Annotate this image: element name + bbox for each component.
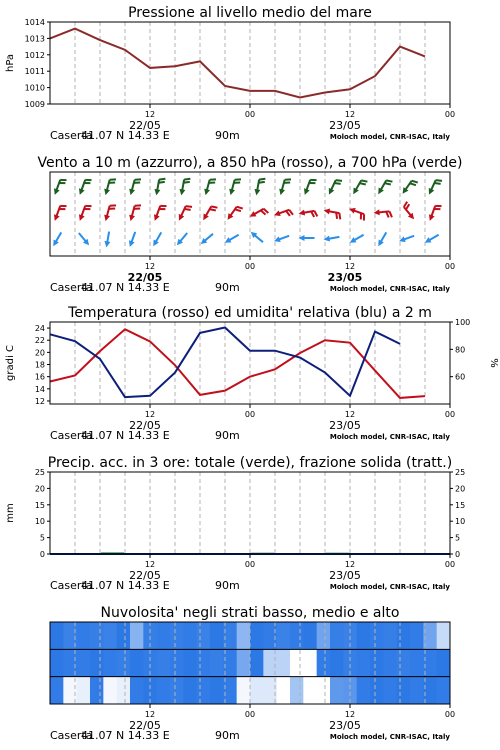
y-tick-label: 14 bbox=[34, 384, 45, 394]
y-right-tick-label: 20 bbox=[455, 484, 466, 494]
wind-arrow bbox=[225, 235, 239, 243]
footer-model: Moloch model, CNR-ISAC, Italy bbox=[329, 433, 450, 441]
cloud-cell bbox=[357, 677, 371, 705]
wind-barb bbox=[304, 180, 317, 195]
cloud-cell bbox=[50, 649, 64, 677]
cloud-cell bbox=[410, 649, 424, 677]
wind-barb bbox=[329, 180, 342, 195]
x-tick-label: 12 bbox=[344, 410, 356, 419]
footer-location: Caserta bbox=[50, 729, 93, 742]
wind-barb bbox=[54, 206, 67, 221]
barb-feather bbox=[334, 183, 340, 184]
barb-feather bbox=[336, 180, 342, 181]
y-tick-label: 15 bbox=[34, 500, 45, 510]
wind-barb bbox=[250, 209, 269, 217]
barb-feather bbox=[410, 183, 416, 185]
arrow-head bbox=[279, 189, 285, 196]
wind-barb bbox=[228, 207, 243, 220]
cloud-cell bbox=[157, 677, 171, 705]
cloud-cell bbox=[397, 649, 411, 677]
y-tick-label: 1009 bbox=[24, 100, 45, 109]
barb-feather bbox=[235, 209, 241, 211]
cloud-cell bbox=[237, 649, 251, 677]
panel-title: Pressione al livello medio del mare bbox=[128, 5, 372, 21]
date-label: 23/05 bbox=[329, 419, 361, 432]
cloud-cell bbox=[183, 677, 197, 705]
footer-altitude: 90m bbox=[215, 429, 240, 442]
cloud-cell bbox=[383, 677, 397, 705]
wind-barb bbox=[154, 179, 165, 196]
footer-altitude: 90m bbox=[215, 129, 240, 142]
y-right-tick-label: 5 bbox=[455, 533, 461, 543]
wind-arrow bbox=[425, 235, 439, 243]
cloud-cell bbox=[277, 677, 291, 705]
cloud-cell bbox=[277, 622, 291, 650]
cloud-cell bbox=[317, 677, 331, 705]
barb-feather bbox=[237, 207, 243, 209]
y-tick-label: 25 bbox=[34, 468, 45, 477]
wind-barb bbox=[179, 206, 192, 221]
footer-model: Moloch model, CNR-ISAC, Italy bbox=[329, 133, 450, 141]
wind-arrow bbox=[324, 236, 340, 242]
barb-feather bbox=[186, 206, 192, 207]
x-tick-label: 12 bbox=[144, 410, 156, 419]
y-right-tick-label: 80 bbox=[455, 345, 466, 355]
cloud-cell bbox=[77, 649, 91, 677]
wind-arrow bbox=[201, 234, 213, 244]
barb-feather bbox=[159, 182, 165, 183]
x-tick-label: 00 bbox=[244, 110, 256, 119]
cloud-cell bbox=[157, 649, 171, 677]
cloud-cell bbox=[330, 677, 344, 705]
wind-barb bbox=[154, 206, 167, 221]
barb-feather bbox=[404, 202, 407, 207]
cloud-cell bbox=[170, 649, 184, 677]
wind-barb bbox=[54, 180, 67, 195]
cloud-cell bbox=[370, 677, 384, 705]
cloud-cell bbox=[130, 677, 144, 705]
footer-coords: 41.07 N 14.33 E bbox=[81, 281, 170, 294]
date-label: 23/05 bbox=[329, 719, 361, 732]
wind-barb bbox=[79, 180, 92, 195]
cloud-cell bbox=[250, 622, 264, 650]
panel-2 bbox=[5, 305, 499, 442]
cloud-cell bbox=[290, 622, 304, 650]
panel-0 bbox=[5, 5, 455, 142]
footer-location: Caserta bbox=[50, 429, 93, 442]
wind-arrow bbox=[350, 235, 364, 243]
wind-barb bbox=[353, 180, 367, 194]
wind-barb bbox=[129, 179, 141, 195]
wind-arrow bbox=[104, 232, 110, 248]
y-tick-label: 16 bbox=[34, 372, 45, 382]
panel-1 bbox=[37, 155, 462, 294]
cloud-cell bbox=[210, 649, 224, 677]
cloud-cell bbox=[357, 649, 371, 677]
wind-barb bbox=[274, 210, 293, 216]
y-tick-label: 1013 bbox=[24, 34, 45, 44]
date-label: 22/05 bbox=[129, 119, 161, 132]
plot-frame bbox=[50, 322, 450, 404]
y-tick-label: 24 bbox=[34, 324, 45, 334]
x-tick-label: 12 bbox=[344, 262, 356, 271]
cloud-cell bbox=[77, 677, 91, 705]
y-right-tick-label: 15 bbox=[455, 500, 466, 510]
y-axis-label: mm bbox=[5, 503, 16, 523]
y-tick-label: 1012 bbox=[24, 50, 45, 60]
barb-feather bbox=[336, 213, 337, 219]
panel-title: Nuvolosita' negli strati basso, medio e alto bbox=[100, 605, 400, 621]
x-tick-label: 12 bbox=[344, 560, 356, 569]
date-label: 22/05 bbox=[129, 719, 161, 732]
arrow-head bbox=[104, 189, 110, 196]
y-tick-label: 1010 bbox=[24, 83, 45, 93]
x-tick-label: 00 bbox=[244, 262, 256, 271]
cloud-cell bbox=[370, 649, 384, 677]
cloud-cell bbox=[303, 622, 317, 650]
wind-barb bbox=[129, 205, 141, 221]
y-tick-label: 10 bbox=[34, 517, 45, 527]
y-tick-label: 0 bbox=[39, 550, 45, 559]
footer-model: Moloch model, CNR-ISAC, Italy bbox=[329, 285, 450, 293]
x-tick-label: 00 bbox=[244, 560, 256, 569]
cloud-cell bbox=[210, 622, 224, 650]
arrow-head bbox=[129, 215, 135, 222]
cloud-cell bbox=[370, 622, 384, 650]
cloud-cell bbox=[357, 622, 371, 650]
wind-barb bbox=[104, 205, 116, 221]
x-tick-label: 12 bbox=[144, 560, 156, 569]
cloud-cell bbox=[410, 622, 424, 650]
wind-barb bbox=[404, 202, 414, 220]
cloud-cell bbox=[277, 649, 291, 677]
cloud-cell bbox=[383, 649, 397, 677]
barb-feather bbox=[406, 204, 409, 209]
x-tick-label: 00 bbox=[444, 560, 456, 569]
arrow-head bbox=[374, 209, 380, 215]
x-tick-label: 12 bbox=[344, 110, 356, 119]
y-tick-label: 1011 bbox=[24, 67, 45, 77]
wind-barb bbox=[374, 209, 392, 217]
cloud-cell bbox=[50, 622, 64, 650]
y-right-tick-label: 10 bbox=[455, 517, 466, 527]
cloud-cell bbox=[197, 649, 211, 677]
barb-feather bbox=[389, 211, 391, 217]
date-label: 23/05 bbox=[329, 569, 361, 582]
footer-location: Caserta bbox=[50, 129, 93, 142]
cloud-cell bbox=[103, 677, 117, 705]
x-tick-label: 00 bbox=[244, 710, 256, 719]
barb-feather bbox=[386, 180, 392, 181]
panel-3 bbox=[5, 455, 465, 592]
cloud-cell bbox=[437, 649, 451, 677]
cloud-cell bbox=[117, 649, 131, 677]
cloud-cell bbox=[90, 622, 104, 650]
cloud-cell bbox=[397, 622, 411, 650]
x-tick-label: 12 bbox=[144, 262, 156, 271]
wind-barb bbox=[229, 179, 241, 195]
cloud-cell bbox=[103, 622, 117, 650]
wind-arrow bbox=[153, 232, 161, 246]
x-tick-label: 00 bbox=[444, 410, 456, 419]
y-right-tick-label: 25 bbox=[455, 468, 466, 477]
date-label: 22/05 bbox=[129, 569, 161, 582]
wind-arrow bbox=[274, 236, 289, 242]
barb-feather bbox=[360, 183, 366, 184]
footer-coords: 41.07 N 14.33 E bbox=[81, 429, 170, 442]
cloud-cell bbox=[410, 677, 424, 705]
cloud-cell bbox=[317, 649, 331, 677]
barb-feather bbox=[434, 183, 440, 184]
cloud-cell bbox=[103, 649, 117, 677]
x-tick-label: 12 bbox=[344, 710, 356, 719]
cloud-cell bbox=[250, 649, 264, 677]
footer-location: Caserta bbox=[50, 281, 93, 294]
panel-title: Temperatura (rosso) ed umidita' relativa (blu) a 2 m bbox=[68, 305, 432, 321]
barb-feather bbox=[210, 209, 216, 210]
arrow-head bbox=[229, 189, 235, 196]
barb-feather bbox=[311, 211, 314, 217]
wind-arrow bbox=[399, 236, 414, 242]
y-right-tick-label: 100 bbox=[455, 318, 471, 327]
y-tick-label: 20 bbox=[34, 484, 45, 494]
wind-arrow bbox=[129, 232, 135, 247]
cloud-cell bbox=[303, 677, 317, 705]
date-label: 22/05 bbox=[127, 271, 163, 284]
wind-arrow bbox=[251, 232, 263, 242]
cloud-cell bbox=[383, 622, 397, 650]
barb-feather bbox=[184, 182, 190, 183]
cloud-cell bbox=[237, 622, 251, 650]
barb-feather bbox=[339, 213, 340, 219]
y-axis-label: gradi C bbox=[5, 345, 16, 381]
wind-barb bbox=[403, 181, 418, 194]
cloud-cell bbox=[117, 622, 131, 650]
footer-coords: 41.07 N 14.33 E bbox=[81, 129, 170, 142]
cloud-cell bbox=[330, 622, 344, 650]
cloud-cell bbox=[50, 677, 64, 705]
cloud-cell bbox=[90, 677, 104, 705]
arrow-head bbox=[104, 241, 110, 247]
footer-altitude: 90m bbox=[215, 579, 240, 592]
series-line bbox=[50, 29, 425, 98]
cloud-cell bbox=[290, 677, 304, 705]
cloud-cell bbox=[290, 649, 304, 677]
date-label: 23/05 bbox=[329, 119, 361, 132]
wind-arrow bbox=[378, 232, 386, 246]
x-tick-label: 00 bbox=[444, 110, 456, 119]
arrow-head bbox=[129, 189, 135, 196]
wind-arrow bbox=[53, 232, 61, 246]
barb-feather bbox=[184, 179, 190, 180]
x-tick-label: 00 bbox=[444, 710, 456, 719]
date-label: 23/05 bbox=[327, 271, 363, 284]
wind-barb bbox=[203, 206, 217, 220]
y-tick-label: 5 bbox=[39, 533, 45, 543]
date-label: 22/05 bbox=[129, 419, 161, 432]
cloud-cell bbox=[183, 649, 197, 677]
cloud-cell bbox=[130, 622, 144, 650]
footer-altitude: 90m bbox=[215, 281, 240, 294]
x-tick-label: 00 bbox=[444, 262, 456, 271]
cloud-cell bbox=[183, 622, 197, 650]
x-tick-label: 12 bbox=[144, 110, 156, 119]
y-axis-label: hPa bbox=[5, 53, 16, 73]
footer-coords: 41.07 N 14.33 E bbox=[81, 579, 170, 592]
arrow-head bbox=[204, 189, 210, 196]
barb-feather bbox=[385, 183, 391, 184]
barb-feather bbox=[211, 206, 217, 207]
wind-barb bbox=[429, 206, 442, 221]
cloud-cell bbox=[397, 677, 411, 705]
plot-frame bbox=[50, 472, 450, 554]
panel-4 bbox=[50, 605, 455, 742]
arrow-head bbox=[104, 215, 110, 222]
wind-arrow bbox=[79, 233, 89, 245]
y-right-tick-label: 0 bbox=[455, 550, 461, 559]
barb-feather bbox=[159, 179, 165, 180]
cloud-cell bbox=[303, 649, 317, 677]
barb-feather bbox=[259, 182, 265, 183]
panel-title: Vento a 10 m (azzurro), a 850 hPa (rosso), a 700 hPa (verde) bbox=[37, 155, 463, 171]
y-tick-label: 20 bbox=[34, 348, 45, 358]
wind-barb bbox=[179, 179, 190, 196]
arrow-head bbox=[299, 235, 305, 241]
barb-feather bbox=[412, 181, 418, 183]
cloud-cell bbox=[170, 622, 184, 650]
footer-location: Caserta bbox=[50, 579, 93, 592]
wind-barb bbox=[429, 180, 442, 195]
wind-barb bbox=[254, 179, 265, 196]
cloud-cell bbox=[90, 649, 104, 677]
footer-model: Moloch model, CNR-ISAC, Italy bbox=[329, 733, 450, 741]
wind-barb bbox=[349, 208, 364, 221]
cloud-cell bbox=[117, 677, 131, 705]
x-tick-label: 12 bbox=[144, 710, 156, 719]
wind-arrow bbox=[299, 235, 315, 241]
arrow-head bbox=[179, 189, 185, 195]
cloud-cell bbox=[330, 649, 344, 677]
footer-coords: 41.07 N 14.33 E bbox=[81, 729, 170, 742]
y-tick-label: 12 bbox=[34, 396, 45, 406]
wind-barb bbox=[104, 179, 116, 195]
barb-feather bbox=[436, 180, 442, 181]
barb-feather bbox=[386, 212, 388, 218]
cloud-cell bbox=[197, 622, 211, 650]
x-tick-label: 00 bbox=[244, 410, 256, 419]
wind-barb bbox=[204, 179, 216, 195]
barb-feather bbox=[314, 211, 317, 217]
wind-barb bbox=[378, 180, 392, 194]
arrow-head bbox=[154, 189, 160, 195]
cloud-cell bbox=[77, 622, 91, 650]
cloud-cell bbox=[317, 622, 331, 650]
arrow-head bbox=[254, 189, 260, 195]
cloud-cell bbox=[157, 622, 171, 650]
wind-barb bbox=[79, 206, 92, 221]
cloud-cell bbox=[237, 677, 251, 705]
wind-barb bbox=[279, 179, 291, 195]
wind-barb bbox=[324, 208, 341, 219]
cloud-cell bbox=[197, 677, 211, 705]
wind-barb bbox=[299, 210, 318, 217]
wind-arrow bbox=[177, 233, 187, 245]
y-tick-label: 22 bbox=[34, 336, 45, 346]
y-tick-label: 1014 bbox=[24, 18, 45, 27]
footer-altitude: 90m bbox=[215, 729, 240, 742]
barb-feather bbox=[259, 179, 265, 180]
cloud-cell bbox=[170, 677, 184, 705]
cloud-cell bbox=[210, 677, 224, 705]
footer-model: Moloch model, CNR-ISAC, Italy bbox=[329, 583, 450, 591]
y-axis-right-label: % bbox=[488, 358, 499, 368]
barb-feather bbox=[184, 209, 190, 210]
cloud-cell bbox=[437, 622, 451, 650]
panel-title: Precip. acc. in 3 ore: totale (verde), frazione solida (tratt.) bbox=[47, 455, 453, 471]
y-tick-label: 18 bbox=[34, 360, 45, 370]
cloud-cell bbox=[437, 677, 451, 705]
cloud-cell bbox=[130, 649, 144, 677]
y-right-tick-label: 60 bbox=[455, 372, 466, 382]
cloud-cell bbox=[250, 677, 264, 705]
barb-feather bbox=[361, 180, 367, 181]
